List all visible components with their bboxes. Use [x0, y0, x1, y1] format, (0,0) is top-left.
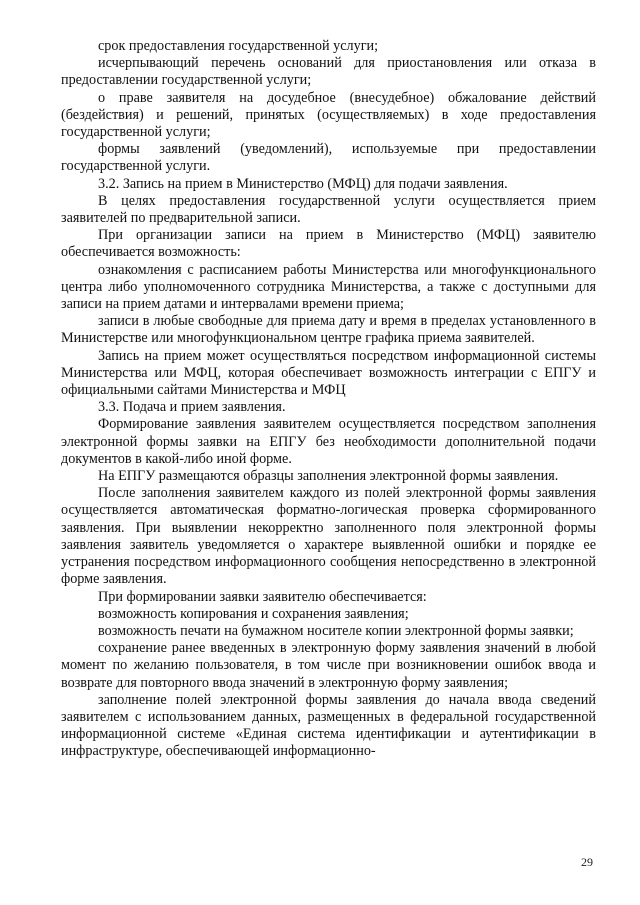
body-text: [61, 38, 596, 761]
paragraph: сохранение ранее введенных в электронную форму заявления значений в любой момент по желанию пользователя, в том числе при возникновении ошибок ввода и возврате для повторного ввода значений в электронную форму заявления;: [61, 640, 596, 691]
paragraph: ознакомления с расписанием работы Министерства или многофункционального центра либо уполномоченного сотрудника Министерства, а также с доступными для записи на прием датами и интервалами времени приема;: [61, 261, 596, 313]
paragraph: о праве заявителя на досудебное (внесудебное) обжалование действий (бездействия) и решений, принятых (осуществляемых) в ходе предоставления государственной услуги;: [61, 89, 596, 141]
paragraph: При организации записи на прием в Министерство (МФЦ) заявителю обеспечивается возможность:: [61, 227, 596, 261]
paragraph: После заполнения заявителем каждого из полей электронной формы заявления осуществляется автоматическая форматно-логическая проверка сформированного заявления. При выявлении некорректно заполненного поля электронной формы заявления заявитель уведомляется о характере выявленной ошибки и порядке ее устранения посредством информационного сообщения непосредственно в электронной форме заявления.: [61, 485, 596, 588]
paragraph: В целях предоставления государственной услуги осуществляется прием заявителей по предварительной записи.: [61, 192, 596, 227]
paragraph: записи в любые свободные для приема дату и время в пределах установленного в Министерстве или многофункциональном центре графика приема заявителей.: [61, 313, 596, 347]
section-heading: 3.3. Подача и прием заявления.: [98, 399, 286, 416]
paragraph: Формирование заявления заявителем осуществляется посредством заполнения электронной формы заявки на ЕПГУ без необходимости дополнительной подачи документов в какой-либо иной форме.: [61, 416, 596, 467]
paragraph: заполнение полей электронной формы заявления до начала ввода сведений заявителем с использованием данных, размещенных в федеральной государственной информационной системе «Единая система идентификации и аутентификации в инфраструктуре, обеспечивающей информационно-: [61, 691, 596, 760]
paragraph: На ЕПГУ размещаются образцы заполнения электронной формы заявления.: [98, 468, 559, 485]
page-number: 29: [581, 855, 593, 869]
paragraph: формы заявлений (уведомлений), используемые при предоставлении государственной услуги.: [61, 141, 596, 175]
paragraph: исчерпывающий перечень оснований для приостановления или отказа в предоставлении государственной услуги;: [61, 55, 596, 89]
paragraph: При формировании заявки заявителю обеспечивается:: [98, 588, 427, 605]
paragraph: Запись на прием может осуществляться посредством информационной системы Министерства или МФЦ, которая обеспечивает возможность интеграции с ЕПГУ и официальными сайтами Министерства и МФЦ: [61, 347, 596, 399]
paragraph: возможность печати на бумажном носителе копии электронной формы заявки;: [98, 622, 574, 639]
paragraph: возможность копирования и сохранения заявления;: [98, 605, 409, 622]
section-heading: 3.2. Запись на прием в Министерство (МФЦ) для подачи заявления.: [98, 175, 508, 192]
paragraph: срок предоставления государственной услуги;: [98, 38, 379, 54]
